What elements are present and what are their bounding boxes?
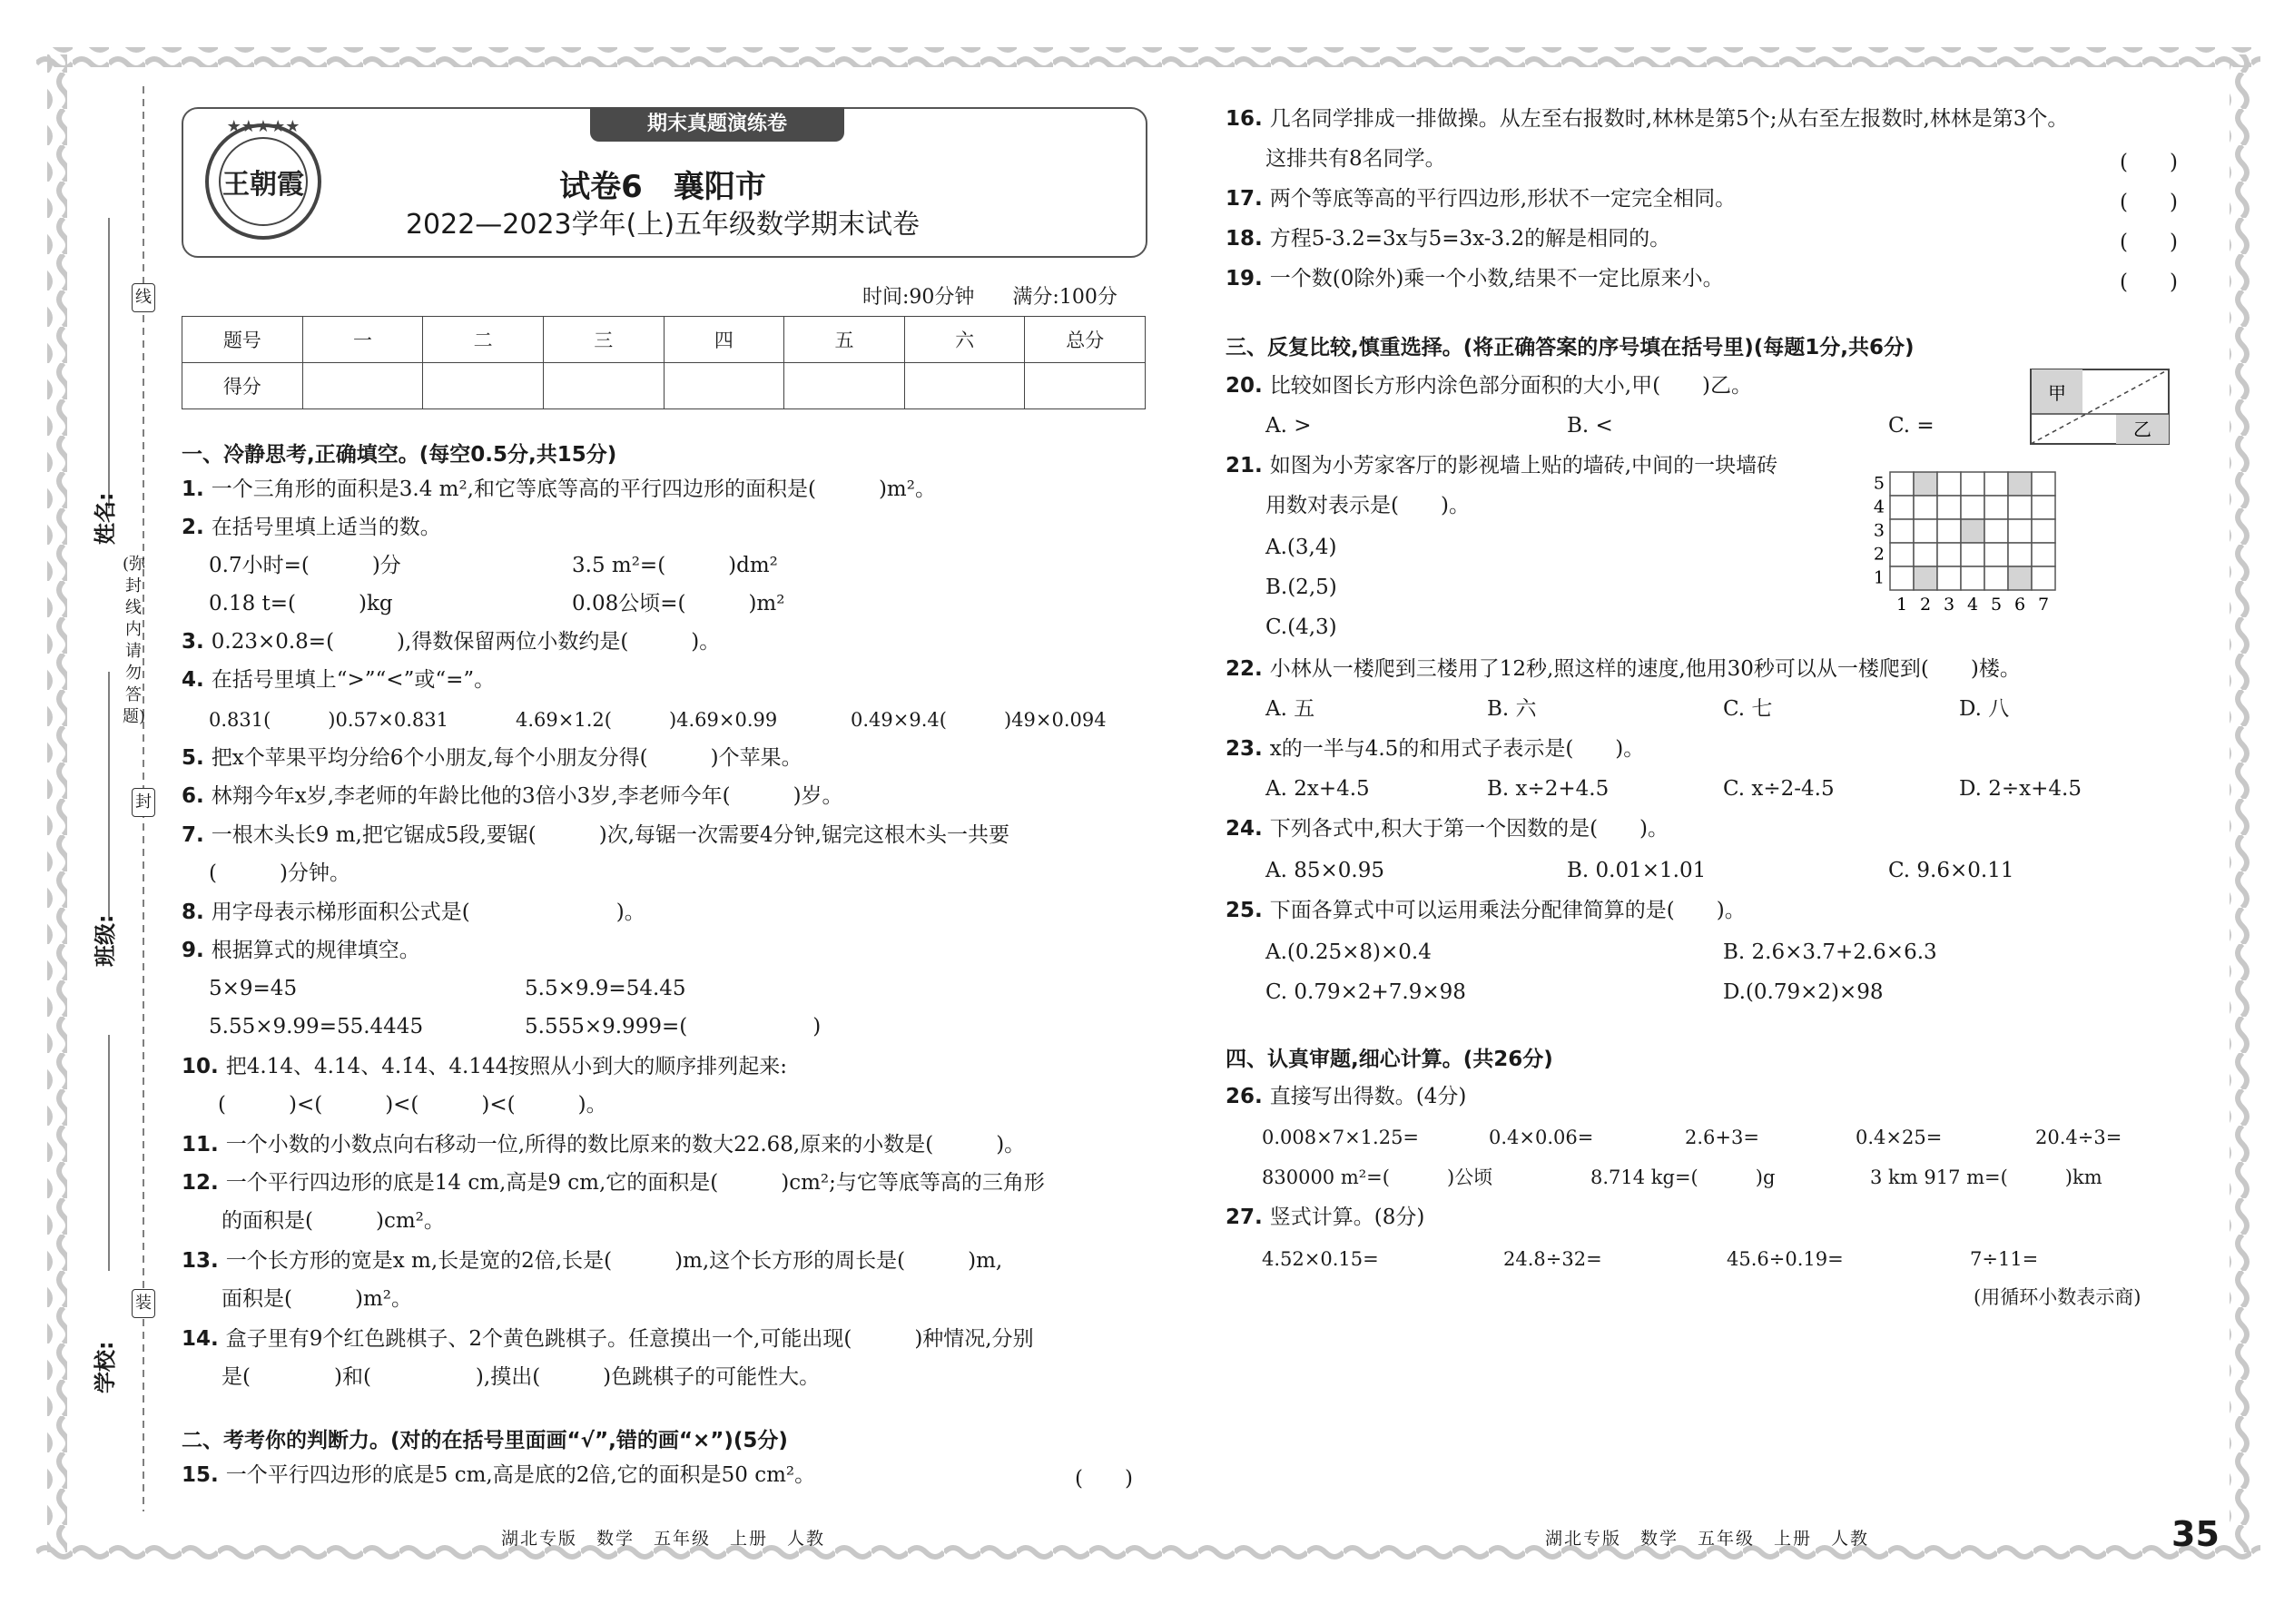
grid-cell: [1984, 472, 2008, 496]
question-16-cont: 这排共有8名同学。: [1265, 147, 1446, 171]
question-21-text: 如图为小芳家客厅的影视墙上贴的墙砖,中间的一块墙砖: [1269, 454, 1778, 477]
answer-paren-17[interactable]: ( ): [2120, 191, 2178, 214]
grid-cell: [2008, 472, 2032, 496]
question-7-text: 一根木头长9 m,把它锯成5段,要锯( )次,每锯一次需要4分钟,锯完这根木头一共要: [211, 823, 1009, 847]
exam-title: 试卷6 襄阳市: [559, 169, 766, 205]
question-5: 5. 把x个苹果平均分给6个小朋友,每个小朋友分得( )个苹果。: [182, 746, 802, 770]
question-3-text: 0.23×0.8=( ),得数保留两位小数约是( )。: [211, 630, 721, 654]
answer-paren-19[interactable]: ( ): [2120, 271, 2178, 294]
grid-cell: [1984, 543, 2008, 566]
question-10-cont: ( )<( )<( )<( )。: [218, 1093, 607, 1117]
question-6-text: 林翔今年x岁,李老师的年龄比他的3倍小3岁,李老师今年( )岁。: [211, 784, 843, 808]
score-cell[interactable]: [543, 363, 664, 409]
grid-cell: [1890, 543, 1914, 566]
grid-cell: [2008, 496, 2032, 519]
question-20-text: 比较如图长方形内涂色部分面积的大小,甲( )乙。: [1269, 374, 1753, 398]
question-4c: 0.49×9.4( )49×0.094: [851, 709, 1107, 731]
question-25: 25. 下面各算式中可以运用乘法分配律简算的是( )。: [1226, 899, 1746, 922]
question-6: 6. 林翔今年x岁,李老师的年龄比他的3倍小3岁,李老师今年( )岁。: [182, 784, 843, 808]
score-cell[interactable]: [904, 363, 1025, 409]
question-21-option-c[interactable]: C.(4,3): [1265, 615, 1337, 639]
grid-cell: [1914, 496, 1937, 519]
grid-row-label: 4: [1873, 497, 1885, 517]
grid-row-label: 1: [1873, 567, 1885, 588]
figure-label-yi: 乙: [2133, 418, 2151, 440]
question-2-text: 在括号里填上适当的数。: [211, 516, 441, 539]
question-1: 1. 一个三角形的面积是3.4 m²,和它等底等高的平行四边形的面积是( )m²。: [182, 477, 936, 501]
q27-item: 24.8÷32=: [1503, 1248, 1602, 1270]
question-22-option-b[interactable]: B. 六: [1487, 697, 1537, 721]
question-2: 2. 在括号里填上适当的数。: [182, 516, 441, 539]
figure-label-jia: 甲: [2048, 382, 2066, 404]
score-header-cell: 总分: [1025, 317, 1146, 363]
score-cell[interactable]: [423, 363, 544, 409]
question-1-text: 一个三角形的面积是3.4 m²,和它等底等高的平行四边形的面积是( )m²。: [211, 477, 936, 501]
grid-col-label: 3: [1943, 595, 1955, 615]
grid-cell: [1890, 472, 1914, 496]
score-header-cell: 三: [543, 317, 664, 363]
question-23-option-c[interactable]: C. x÷2-4.5: [1723, 777, 1835, 801]
line-marker: 线: [132, 283, 155, 312]
grid-cell: [2032, 472, 2055, 496]
grid-cell: [1961, 519, 1984, 543]
score-cell[interactable]: [784, 363, 905, 409]
question-21-option-b[interactable]: B.(2,5): [1265, 576, 1337, 599]
question-13-text: 一个长方形的宽是x m,长是宽的2倍,长是( )m,这个长方形的周长是( )m,: [225, 1249, 1003, 1273]
question-25-option-b[interactable]: B. 2.6×3.7+2.6×6.3: [1723, 940, 1937, 964]
question-9: 9. 根据算式的规律填空。: [182, 939, 420, 962]
question-8-text: 用字母表示梯形面积公式是( )。: [211, 901, 645, 924]
question-14-text: 盒子里有9个红色跳棋子、2个黄色跳棋子。任意摸出一个,可能出现( )种情况,分别: [225, 1327, 1034, 1351]
question-20-option-a[interactable]: A. >: [1265, 414, 1312, 438]
question-21: 21. 如图为小芳家客厅的影视墙上贴的墙砖,中间的一块墙砖: [1226, 454, 1778, 477]
grid-cell: [1890, 496, 1914, 519]
answer-paren-16[interactable]: ( ): [2120, 151, 2178, 174]
question-7: 7. 一根木头长9 m,把它锯成5段,要锯( )次,每锯一次需要4分钟,锯完这根木头一共要: [182, 823, 1009, 847]
q27-item: 45.6÷0.19=: [1727, 1248, 1844, 1270]
question-25-option-a[interactable]: A.(0.25×8)×0.4: [1265, 940, 1432, 964]
question-22-option-d[interactable]: D. 八: [1959, 697, 2010, 721]
question-22-option-c[interactable]: C. 七: [1723, 697, 1773, 721]
q26-item: 0.4×0.06=: [1489, 1127, 1594, 1148]
grid-cell: [1937, 472, 1961, 496]
section-2-title: 二、考考你的判断力。(对的在括号里面画“√”,错的画“×”)(5分): [182, 1429, 788, 1452]
question-12-cont: 的面积是( )cm²。: [222, 1209, 445, 1233]
q26-item: 8.714 kg=( )g: [1590, 1166, 1776, 1188]
question-2c: 0.18 t=( )kg: [209, 592, 393, 615]
question-8: 8. 用字母表示梯形面积公式是( )。: [182, 901, 645, 924]
question-14: 14. 盒子里有9个红色跳棋子、2个黄色跳棋子。任意摸出一个,可能出现( )种情况,分别: [182, 1327, 1034, 1351]
grid-cell: [1914, 519, 1937, 543]
question-22-option-a[interactable]: A. 五: [1265, 697, 1315, 721]
question-7-cont: ( )分钟。: [209, 861, 350, 885]
grid-cell: [1914, 472, 1937, 496]
side-note: (弥封线内请勿答题): [123, 555, 146, 726]
score-cell[interactable]: [1025, 363, 1146, 409]
score-row-label: 得分: [182, 363, 303, 409]
score-table: [182, 316, 1146, 409]
score-header-cell: 五: [784, 317, 905, 363]
score-header-cell: 六: [904, 317, 1025, 363]
grid-cell: [1890, 566, 1914, 590]
grid-cell: [1984, 519, 2008, 543]
grid-cell: [2008, 566, 2032, 590]
question-13: 13. 一个长方形的宽是x m,长是宽的2倍,长是( )m,这个长方形的周长是( )m,: [182, 1249, 1003, 1273]
grid-cell: [1937, 496, 1961, 519]
score-header-cell: 四: [664, 317, 784, 363]
score-cell[interactable]: [302, 363, 423, 409]
question-9d: 5.555×9.999=( ): [525, 1015, 822, 1038]
question-14-cont: 是( )和( ),摸出( )色跳棋子的可能性大。: [222, 1365, 821, 1389]
grid-cell: [1937, 543, 1961, 566]
question-23: 23. x的一半与4.5的和用式子表示是( )。: [1226, 737, 1645, 761]
q26-item: 830000 m²=( )公顷: [1262, 1166, 1493, 1188]
grid-col-label: 7: [2037, 595, 2050, 615]
question-25-option-c[interactable]: C. 0.79×2+7.9×98: [1265, 980, 1466, 1004]
question-12-text: 一个平行四边形的底是14 cm,高是9 cm,它的面积是( )cm²;与它等底等高的三角形: [225, 1171, 1045, 1195]
grid-cell: [2008, 543, 2032, 566]
exam-subtitle: 2022—2023学年(上)五年级数学期末试卷: [405, 209, 921, 241]
question-22-text: 小林从一楼爬到三楼用了12秒,照这样的速度,他用30秒可以从一楼爬到( )楼。: [1269, 657, 2021, 681]
grid-cell: [1961, 472, 1984, 496]
score-cell[interactable]: [664, 363, 784, 409]
header-banner: 期末真题演练卷: [590, 107, 844, 142]
time-score-line: [862, 281, 1117, 310]
q26-item: 3 km 917 m=( )km: [1870, 1166, 2102, 1188]
grid-cell: [1914, 543, 1937, 566]
question-24: 24. 下列各式中,积大于第一个因数的是( )。: [1226, 817, 1669, 841]
grid-cell: [1961, 496, 1984, 519]
wall-tile-grid: [1870, 467, 2070, 625]
question-26: 26. 直接写出得数。(4分): [1226, 1085, 1467, 1108]
grid-col-label: 1: [1895, 595, 1908, 615]
question-21-option-a[interactable]: A.(3,4): [1265, 536, 1337, 559]
question-12: 12. 一个平行四边形的底是14 cm,高是9 cm,它的面积是( )cm²;与它等底等高的三角形: [182, 1171, 1045, 1195]
question-25-option-d[interactable]: D.(0.79×2)×98: [1723, 980, 1884, 1004]
question-16-text: 几名同学排成一排做操。从左至右报数时,林林是第5个;从右至左报数时,林林是第3个。: [1269, 107, 2069, 131]
question-11: 11. 一个小数的小数点向右移动一位,所得的数比原来的数大22.68,原来的小数是( )。: [182, 1133, 1026, 1156]
grid-cell: [2032, 566, 2055, 590]
score-header-cell: 题号: [182, 317, 303, 363]
question-9-text: 根据算式的规律填空。: [211, 939, 420, 962]
section-3-title: 三、反复比较,慎重选择。(将正确答案的序号填在括号里)(每题1分,共6分): [1226, 336, 1915, 359]
question-4: 4. 在括号里填上“>”“<”或“=”。: [182, 668, 496, 692]
question-17-text: 两个等底等高的平行四边形,形状不一定完全相同。: [1269, 187, 1737, 211]
bind-marker: 装: [132, 1289, 155, 1318]
question-11-text: 一个小数的小数点向右移动一位,所得的数比原来的数大22.68,原来的小数是( )。: [225, 1133, 1026, 1156]
score-table-score-row: [182, 363, 1146, 409]
question-20: 20. 比较如图长方形内涂色部分面积的大小,甲( )乙。: [1226, 374, 1753, 398]
question-10-text: 把4.14、4.14̇、4.1̇4̇、4.144按照从小到大的顺序排列起来:: [225, 1055, 787, 1078]
question-24-option-b[interactable]: B. 0.01×1.01: [1567, 859, 1707, 882]
q26-item: 2.6+3=: [1685, 1127, 1759, 1148]
question-3: 3. 0.23×0.8=( ),得数保留两位小数约是( )。: [182, 630, 721, 654]
question-21-cont: 用数对表示是( )。: [1265, 494, 1470, 517]
question-24-option-a[interactable]: A. 85×0.95: [1265, 859, 1384, 882]
grid-cell: [1937, 519, 1961, 543]
question-19-text: 一个数(0除外)乘一个小数,结果不一定比原来小。: [1269, 267, 1724, 290]
grid-col-label: 2: [1919, 595, 1932, 615]
question-15: 15. 一个平行四边形的底是5 cm,高是底的2倍,它的面积是50 cm²。: [182, 1463, 816, 1487]
question-18: 18. 方程5-3.2=3x与5=3x-3.2的解是相同的。: [1226, 227, 1671, 251]
section-1-title: 一、冷静思考,正确填空。(每空0.5分,共15分): [182, 443, 617, 467]
grid-col-label: 5: [1990, 595, 2003, 615]
grid-cell: [1937, 566, 1961, 590]
logo-text: 王朝霞: [222, 169, 304, 201]
grid-col-label: 6: [2013, 595, 2026, 615]
footer-left: 湖北专版 数学 五年级 上册 人教: [501, 1529, 826, 1549]
grid-col-label: 4: [1966, 595, 1979, 615]
question-22: 22. 小林从一楼爬到三楼用了12秒,照这样的速度,他用30秒可以从一楼爬到( )楼。: [1226, 657, 2021, 681]
grid-cell: [2032, 519, 2055, 543]
full-score: 满分:100分: [1012, 286, 1117, 309]
question-5-text: 把x个苹果平均分给6个小朋友,每个小朋友分得( )个苹果。: [211, 746, 802, 770]
q26-item: 20.4÷3=: [2035, 1127, 2122, 1148]
q27-note: (用循环小数表示商): [1974, 1286, 2141, 1308]
page-number: 35: [2171, 1514, 2220, 1554]
question-4b: 4.69×1.2( )4.69×0.99: [516, 709, 778, 731]
q27-item: 4.52×0.15=: [1262, 1248, 1379, 1270]
name-label: 姓名:: [93, 492, 118, 545]
question-26-text: 直接写出得数。(4分): [1269, 1085, 1467, 1108]
question-13-cont: 面积是( )m²。: [222, 1287, 412, 1311]
question-23-option-d[interactable]: D. 2÷x+4.5: [1959, 777, 2082, 801]
question-19: 19. 一个数(0除外)乘一个小数,结果不一定比原来小。: [1226, 267, 1724, 290]
answer-paren-18[interactable]: ( ): [2120, 231, 2178, 254]
school-label: 学校:: [93, 1341, 118, 1393]
grid-cell: [1984, 566, 2008, 590]
time-limit: 时间:90分钟: [862, 286, 975, 309]
question-23-text: x的一半与4.5的和用式子表示是( )。: [1269, 737, 1645, 761]
rectangle-figure: [2030, 369, 2170, 445]
footer-right: 湖北专版 数学 五年级 上册 人教: [1545, 1529, 1870, 1549]
q27-item: 7÷11=: [1970, 1248, 2039, 1270]
question-9c: 5.55×9.99=55.4445: [209, 1015, 424, 1038]
question-2a: 0.7小时=( )分: [209, 554, 401, 577]
question-27-text: 竖式计算。(8分): [1269, 1206, 1425, 1229]
q26-item: 0.008×7×1.25=: [1262, 1127, 1420, 1148]
grid-cell: [1984, 496, 2008, 519]
grid-row-label: 5: [1873, 473, 1885, 494]
question-27: 27. 竖式计算。(8分): [1226, 1206, 1425, 1229]
score-header-cell: 二: [423, 317, 544, 363]
grid-cell: [1961, 543, 1984, 566]
score-table-header-row: [182, 317, 1146, 363]
grid-cell: [2032, 496, 2055, 519]
seal-marker: 封: [132, 788, 155, 817]
section-4-title: 四、认真审题,细心计算。(共26分): [1226, 1048, 1553, 1071]
answer-paren-15[interactable]: ( ): [1075, 1467, 1133, 1491]
question-4-text: 在括号里填上“>”“<”或“=”。: [211, 668, 496, 692]
grid-row-label: 3: [1873, 520, 1885, 541]
question-23-option-b[interactable]: B. x÷2+4.5: [1487, 777, 1610, 801]
question-16: 16. 几名同学排成一排做操。从左至右报数时,林林是第5个;从右至左报数时,林林是第3个。: [1226, 107, 2069, 131]
q26-item: 0.4×25=: [1856, 1127, 1943, 1148]
question-9a: 5×9=45: [209, 977, 298, 1000]
score-header-cell: 一: [302, 317, 423, 363]
question-9b: 5.5×9.9=54.45: [525, 977, 686, 1000]
question-15-text: 一个平行四边形的底是5 cm,高是底的2倍,它的面积是50 cm²。: [225, 1463, 816, 1487]
grid-cell: [1914, 566, 1937, 590]
grid-cell: [2032, 543, 2055, 566]
question-2b: 3.5 m²=( )dm²: [572, 554, 778, 577]
question-24-text: 下列各式中,积大于第一个因数的是( )。: [1269, 817, 1669, 841]
grid-cell: [2008, 519, 2032, 543]
question-23-option-a[interactable]: A. 2x+4.5: [1265, 777, 1370, 801]
question-10: 10. 把4.14、4.14̇、4.1̇4̇、4.144按照从小到大的顺序排列起来:: [182, 1055, 787, 1078]
question-18-text: 方程5-3.2=3x与5=3x-3.2的解是相同的。: [1269, 227, 1671, 251]
grid-cell: [1890, 519, 1914, 543]
grid-row-label: 2: [1873, 544, 1885, 565]
svg-text:★★★★★: ★★★★★: [226, 117, 300, 136]
question-24-option-c[interactable]: C. 9.6×0.11: [1888, 859, 2014, 882]
question-4a: 0.831( )0.57×0.831: [209, 709, 448, 731]
question-20-option-b[interactable]: B. <: [1567, 414, 1613, 438]
grid-cell: [1961, 566, 1984, 590]
class-label: 班级:: [93, 914, 118, 967]
question-2d: 0.08公顷=( )m²: [572, 592, 785, 615]
question-20-option-c[interactable]: C. =: [1888, 414, 1935, 438]
question-17: 17. 两个等底等高的平行四边形,形状不一定完全相同。: [1226, 187, 1737, 211]
question-25-text: 下面各算式中可以运用乘法分配律简算的是( )。: [1269, 899, 1746, 922]
